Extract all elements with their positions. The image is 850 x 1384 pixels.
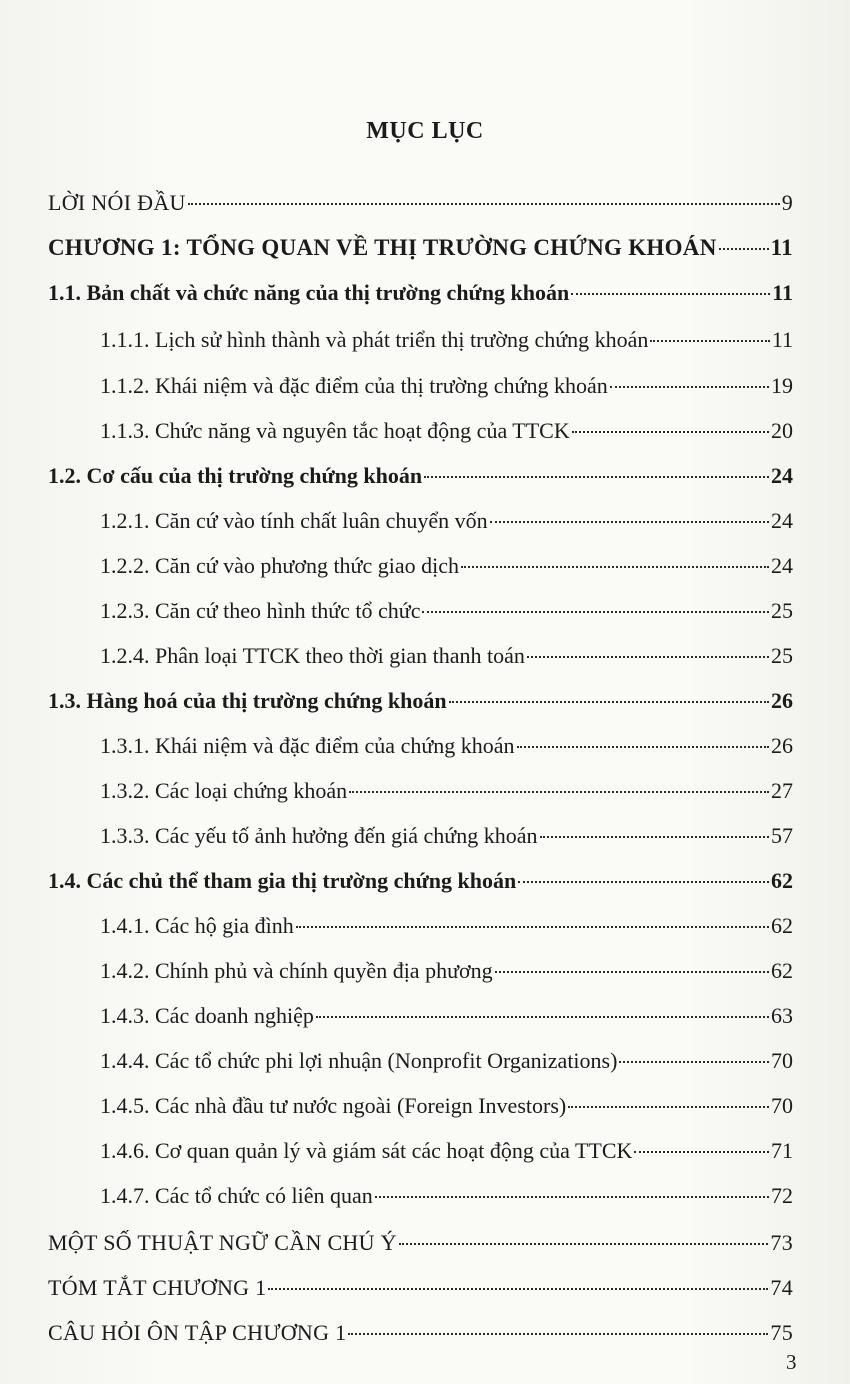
toc-entry-title: 1.2.3. Căn cứ theo hình thức tổ chức: [100, 598, 421, 623]
dot-leader: [619, 1061, 769, 1063]
toc-entry-page: 24: [771, 463, 793, 488]
dot-leader: [540, 836, 770, 838]
dot-leader: [348, 1333, 768, 1335]
toc-entry-title: CÂU HỎI ÔN TẬP CHƯƠNG 1: [48, 1320, 347, 1345]
toc-heading: MỤC LỤC: [366, 118, 484, 144]
toc-entry-title: 1.2.4. Phân loại TTCK theo thời gian thanh toán: [100, 643, 525, 668]
toc-entry-page: 57: [771, 823, 793, 848]
toc-entry-page: 11: [772, 280, 793, 305]
toc-entry-title: 1.4. Các chủ thể tham gia thị trường chứng khoán: [48, 868, 517, 893]
toc-entry-page: 74: [770, 1275, 793, 1300]
toc-entry-title: 1.3.3. Các yếu tố ảnh hưởng đến giá chứng khoán: [100, 823, 538, 848]
toc-entry-title: 1.2.2. Căn cứ vào phương thức giao dịch: [100, 553, 460, 578]
toc-entry-title: 1.3.1. Khái niệm và đặc điểm của chứng khoán: [100, 733, 515, 758]
toc-entry-title: 1.3.2. Các loại chứng khoán: [100, 778, 348, 803]
toc-entry: [100, 913, 793, 939]
toc-entry-page: 11: [770, 235, 793, 260]
dot-leader: [518, 881, 769, 883]
toc-entry-page: 62: [771, 913, 793, 938]
toc-entry-title: 1.4.1. Các hộ gia đình: [100, 913, 294, 938]
toc-entry: [100, 1048, 793, 1074]
toc-entry-title: CHƯƠNG 1: TỔNG QUAN VỀ THỊ TRƯỜNG CHỨNG KHOÁN: [48, 235, 717, 260]
toc-entry: [100, 373, 793, 399]
toc-entry: [48, 280, 793, 306]
toc-entry-page: 70: [771, 1093, 793, 1118]
toc-entry-page: 62: [771, 868, 793, 893]
toc-entry: [48, 868, 793, 894]
dot-leader: [527, 656, 769, 658]
toc-entry-title: 1.1.2. Khái niệm và đặc điểm của thị trường chứng khoán: [100, 373, 608, 398]
dot-leader: [517, 746, 769, 748]
toc-entry-page: 20: [771, 418, 793, 443]
page-number: 3: [786, 1350, 797, 1374]
toc-entry: [100, 508, 793, 534]
toc-entry-page: 73: [770, 1230, 793, 1255]
toc-entry-title: 1.1.3. Chức năng và nguyên tắc hoạt động của TTCK: [100, 418, 570, 443]
toc-entry-title: 1.4.6. Cơ quan quản lý và giám sát các hoạt động của TTCK: [100, 1138, 633, 1163]
toc-entry-title: 1.1.1. Lịch sử hình thành và phát triển thị trường chứng khoán: [100, 327, 649, 352]
toc-entry-title: 1.2. Cơ cấu của thị trường chứng khoán: [48, 463, 423, 488]
toc-entry-page: 11: [771, 327, 793, 352]
dot-leader: [650, 340, 769, 342]
toc-entry-title: LỜI NÓI ĐẦU: [48, 190, 186, 215]
toc-entry-page: 75: [770, 1320, 793, 1345]
dot-leader: [571, 293, 770, 295]
toc-entry: [100, 1093, 793, 1119]
toc-entry: [48, 1230, 793, 1256]
toc-entry-page: 72: [771, 1183, 793, 1208]
toc-entry-page: 19: [771, 373, 793, 398]
toc-entry-page: 24: [771, 553, 793, 578]
toc-entry: [100, 778, 793, 804]
toc-entry: [100, 958, 793, 984]
toc-entry: [100, 598, 793, 624]
toc-entry-title: 1.3. Hàng hoá của thị trường chứng khoán: [48, 688, 447, 713]
toc-entry-title: 1.4.4. Các tổ chức phi lợi nhuận (Nonprofit Organizations): [100, 1048, 618, 1073]
toc-entry-title: 1.4.3. Các doanh nghiệp: [100, 1003, 314, 1028]
dot-leader: [349, 791, 769, 793]
toc-entry-title: 1.4.7. Các tổ chức có liên quan: [100, 1183, 373, 1208]
toc-entry-page: 26: [771, 733, 793, 758]
dot-leader: [422, 611, 769, 613]
toc-entry-page: 27: [771, 778, 793, 803]
toc-entry: [100, 327, 793, 353]
toc-entry: [100, 553, 793, 579]
toc-entry-page: 25: [771, 643, 793, 668]
dot-leader: [634, 1151, 769, 1153]
toc-entry: [100, 1138, 793, 1164]
toc-entry-title: TÓM TẮT CHƯƠNG 1: [48, 1275, 267, 1300]
toc-entry: [100, 733, 793, 759]
toc-entry-title: 1.2.1. Căn cứ vào tính chất luân chuyển vốn: [100, 508, 488, 533]
toc-entry-page: 70: [771, 1048, 793, 1073]
dot-leader: [495, 971, 769, 973]
dot-leader: [399, 1243, 769, 1245]
toc-entry-page: 26: [771, 688, 793, 713]
toc-entry-page: 24: [771, 508, 793, 533]
toc-entry-title: MỘT SỐ THUẬT NGỮ CẦN CHÚ Ý: [48, 1230, 397, 1255]
toc-entry: [48, 1320, 793, 1346]
toc-entry: [48, 1275, 793, 1301]
dot-leader: [316, 1016, 769, 1018]
dot-leader: [268, 1288, 768, 1290]
toc-entry-title: 1.4.5. Các nhà đầu tư nước ngoài (Foreign Investors): [100, 1093, 567, 1118]
toc-entry-page: 62: [771, 958, 793, 983]
toc-entry: [48, 688, 793, 714]
toc-entry-title: 1.1. Bản chất và chức năng của thị trường chứng khoán: [48, 280, 570, 305]
dot-leader: [610, 386, 769, 388]
toc-entry: [48, 190, 793, 216]
dot-leader: [188, 203, 780, 205]
toc-entry: [100, 1183, 793, 1209]
dot-leader: [461, 566, 769, 568]
dot-leader: [572, 431, 769, 433]
toc-entry: [100, 418, 793, 444]
dot-leader: [449, 701, 769, 703]
toc-entry-page: 63: [771, 1003, 793, 1028]
toc-entry: [48, 235, 793, 261]
dot-leader: [424, 476, 769, 478]
toc-entry-page: 25: [771, 598, 793, 623]
toc-entry: [100, 643, 793, 669]
toc-entry-title: 1.4.2. Chính phủ và chính quyền địa phương: [100, 958, 493, 983]
dot-leader: [490, 521, 769, 523]
toc-entry-page: 9: [781, 190, 793, 215]
toc-entry: [100, 823, 793, 849]
dot-leader: [719, 248, 769, 250]
toc-entry: [100, 1003, 793, 1029]
toc-entry: [48, 463, 793, 489]
dot-leader: [568, 1106, 769, 1108]
dot-leader: [296, 926, 769, 928]
toc-entry-page: 71: [771, 1138, 793, 1163]
dot-leader: [375, 1196, 769, 1198]
